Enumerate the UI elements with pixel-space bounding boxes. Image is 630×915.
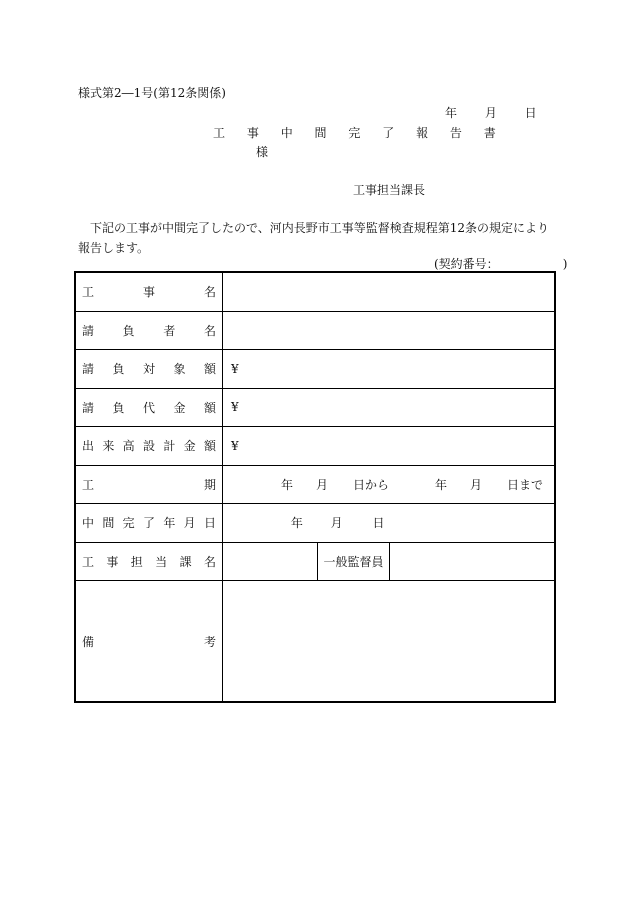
period-year-from: 年 xyxy=(281,477,294,492)
body-text: 下記の工事が中間完了したので、河内長野市工事等監督検査規程第12条の規定により報告します。 xyxy=(78,221,550,255)
construction-period-field[interactable] xyxy=(223,465,556,504)
contract-price-field[interactable] xyxy=(223,388,556,427)
row-label-construction-period: 工 期 xyxy=(75,465,223,504)
report-table xyxy=(74,271,556,703)
row-label-remarks: 備 考 xyxy=(75,581,223,703)
addressee-suffix: 様 xyxy=(256,145,269,159)
general-supervisor-label: 一般監督員 xyxy=(318,543,390,581)
done-day: 日 xyxy=(372,516,385,531)
section-chief: 工事担当課長 xyxy=(353,183,426,197)
contract-label: (契約番号： xyxy=(434,257,499,271)
remarks-field[interactable] xyxy=(223,581,556,703)
general-supervisor-field[interactable] xyxy=(390,543,554,581)
yen-sign: ¥ xyxy=(231,438,239,453)
contract-number xyxy=(434,255,567,272)
table-row xyxy=(75,350,555,389)
progress-design-amount-field[interactable] xyxy=(223,427,556,466)
date-day: 日 xyxy=(524,106,537,120)
table-row xyxy=(75,311,555,350)
row-label-contract-target-amount: 請 負 対 象 額 xyxy=(75,350,223,389)
contract-target-amount-field[interactable] xyxy=(223,350,556,389)
row-label-contractor-name: 請 負 者 名 xyxy=(75,311,223,350)
period-month-from: 月 xyxy=(316,477,329,492)
table-row xyxy=(75,465,555,504)
responsible-section-cell xyxy=(223,542,556,581)
done-year: 年 xyxy=(290,516,303,531)
table-row xyxy=(75,388,555,427)
done-month: 月 xyxy=(330,516,343,531)
period-year-to: 年 xyxy=(435,477,448,492)
report-date xyxy=(445,104,537,121)
period-day-to: 日まで xyxy=(507,477,544,492)
row-label-contract-price: 請 負 代 金 額 xyxy=(75,388,223,427)
construction-name-field[interactable] xyxy=(223,272,556,311)
period-month-to: 月 xyxy=(470,477,483,492)
period-day-from: 日から xyxy=(353,477,390,492)
contract-close: ) xyxy=(562,257,568,271)
date-month: 月 xyxy=(484,106,497,120)
table-row xyxy=(75,581,555,703)
date-year: 年 xyxy=(445,106,458,120)
table-row xyxy=(75,504,555,543)
row-label-interim-completion-date: 中 間 完 了 年 月 日 xyxy=(75,504,223,543)
table-row xyxy=(75,272,555,311)
contractor-name-field[interactable] xyxy=(223,311,556,350)
row-label-construction-name: 工 事 名 xyxy=(75,272,223,311)
table-row xyxy=(75,427,555,466)
table-row xyxy=(75,542,555,581)
row-label-progress-design-amount: 出 来 高 設 計 金 額 xyxy=(75,427,223,466)
row-label-responsible-section: 工 事 担 当 課 名 xyxy=(75,542,223,581)
responsible-section-field[interactable] xyxy=(223,543,318,581)
yen-sign: ¥ xyxy=(231,361,239,376)
interim-completion-date-field[interactable] xyxy=(223,504,556,543)
yen-sign: ¥ xyxy=(231,400,239,415)
document-title: 工 事 中 間 完 了 報 告 書 xyxy=(213,126,505,140)
form-number: 様式第2―1号(第12条関係) xyxy=(78,86,226,100)
